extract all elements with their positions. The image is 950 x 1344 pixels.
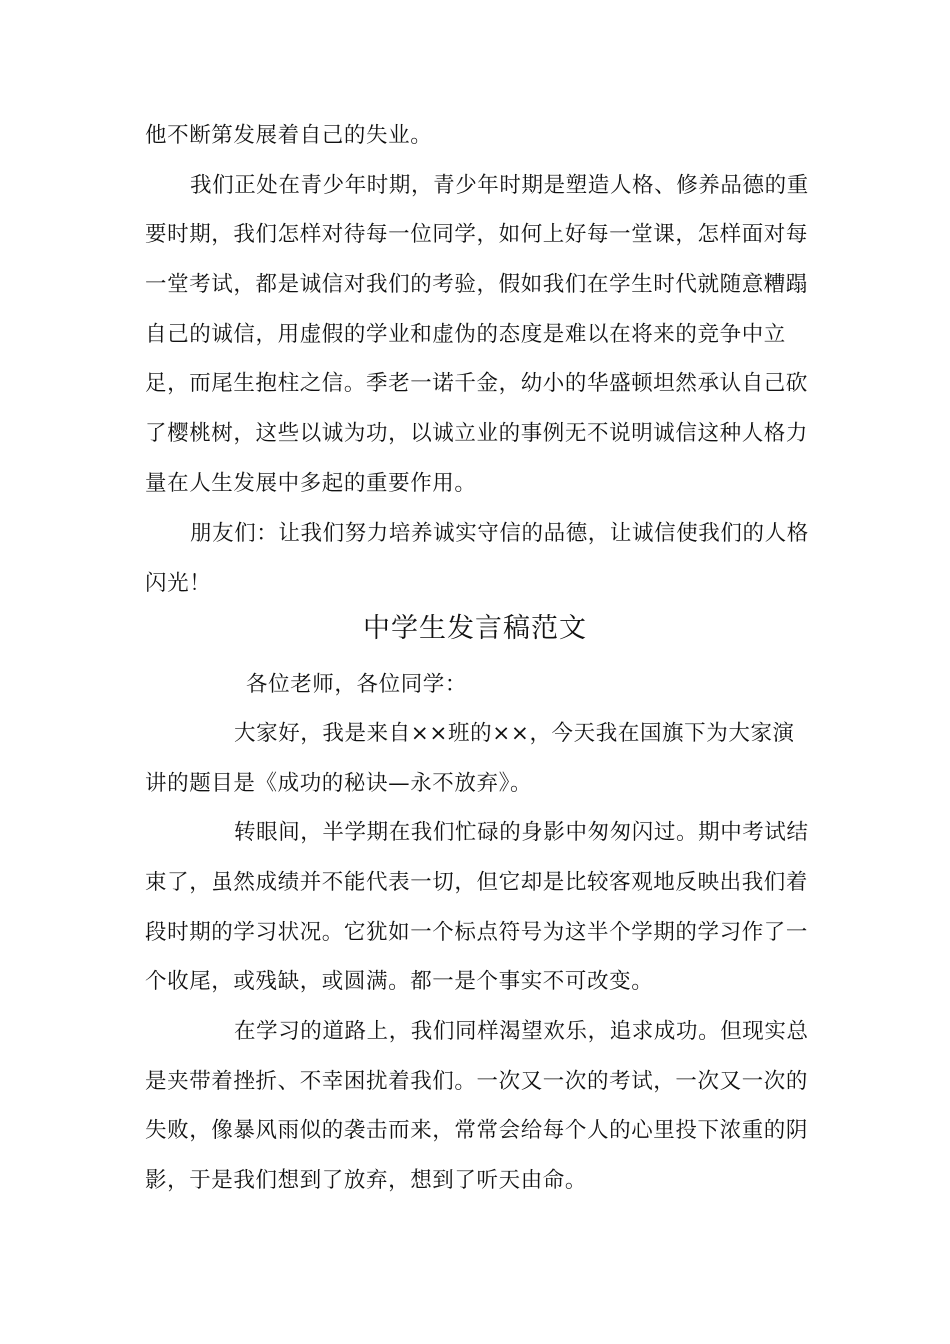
paragraph-line: 了樱桃树，这些以诚为功，以诚立业的事例无不说明诚信这种人格力	[145, 421, 809, 446]
paragraph-line: 个收尾，或残缺，或圆满。都一是个事实不可改变。	[145, 969, 654, 994]
paragraph-line: 讲的题目是《成功的秘诀—永不放弃》。	[145, 771, 533, 796]
paragraph-line: 失败，像暴风雨似的袭击而来，常常会给每个人的心里投下浓重的阴	[145, 1118, 809, 1143]
paragraph-line: 转眼间，半学期在我们忙碌的身影中匆匆闪过。期中考试结	[234, 820, 809, 845]
paragraph-line: 段时期的学习状况。它犹如一个标点符号为这半个学期的学习作了一	[145, 920, 809, 945]
paragraph-line: 要时期，我们怎样对待每一位同学，如何上好每一堂课，怎样面对每	[145, 222, 809, 247]
paragraph-line: 影，于是我们想到了放弃，想到了听天由命。	[145, 1168, 588, 1193]
paragraph-line: 足，而尾生抱柱之信。季老一诺千金，幼小的华盛顿坦然承认自己砍	[145, 371, 809, 396]
paragraph-line: 大家好，我是来自××班的××，今天我在国旗下为大家演	[234, 721, 795, 746]
paragraph-line: 我们正处在青少年时期，青少年时期是塑造人格、修养品德的重	[190, 173, 809, 198]
paragraph-line: 一堂考试，都是诚信对我们的考验，假如我们在学生时代就随意糟蹋	[145, 272, 809, 297]
paragraph-line: 闪光！	[145, 571, 212, 596]
section-title: 中学生发言稿范文	[363, 613, 587, 644]
paragraph-line: 是夹带着挫折、不幸困扰着我们。一次又一次的考试，一次又一次的	[145, 1069, 809, 1094]
paragraph-line: 在学习的道路上，我们同样渴望欢乐，追求成功。但现实总	[234, 1019, 809, 1044]
paragraph-line: 量在人生发展中多起的重要作用。	[145, 471, 477, 496]
paragraph-line: 自己的诚信，用虚假的学业和虚伪的态度是难以在将来的竞争中立	[145, 322, 786, 347]
paragraph-line: 朋友们：让我们努力培养诚实守信的品德，让诚信使我们的人格	[190, 521, 809, 546]
paragraph-line: 他不断第发展着自己的失业。	[145, 123, 433, 148]
greeting-line: 各位老师，各位同学：	[246, 672, 468, 697]
paragraph-line: 束了，虽然成绩并不能代表一切，但它却是比较客观地反映出我们着	[145, 870, 809, 895]
